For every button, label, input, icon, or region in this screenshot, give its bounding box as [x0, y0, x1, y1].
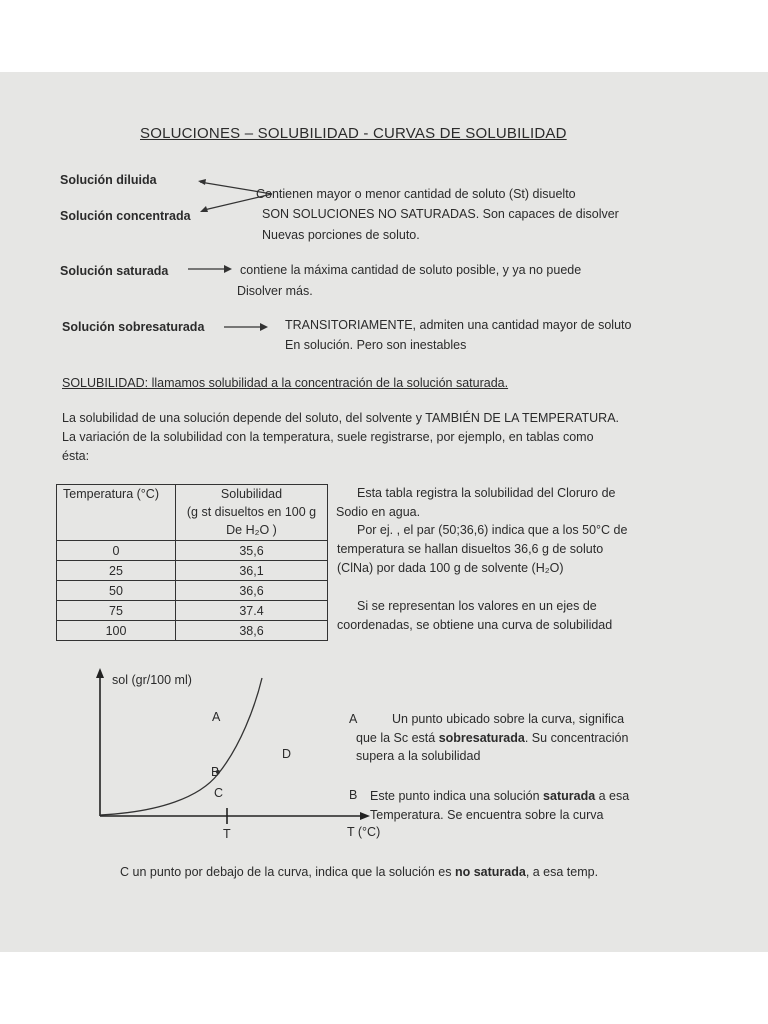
- page-title: SOLUCIONES – SOLUBILIDAD - CURVAS DE SOLUBILIDAD: [140, 125, 567, 142]
- sobresaturada-desc-1: TRANSITORIAMENTE, admiten una cantidad mayor de soluto: [285, 318, 632, 332]
- point-a-label: A: [212, 710, 221, 724]
- intro-line-2: La variación de la solubilidad con la temperatura, suele registrarse, por ejemplo, en tablas como: [62, 430, 594, 444]
- term-sobresaturada: Solución sobresaturada: [62, 320, 205, 334]
- note-line-5: (ClNa) por dada 100 g de solvente (H₂O): [337, 561, 564, 575]
- cell-temp: 50: [57, 581, 176, 601]
- note-line-4: temperatura se hallan disueltos 36,6 g de soluto: [337, 542, 604, 556]
- explanation-c-text: C un punto por debajo de la curva, indica que la solución es: [120, 865, 455, 879]
- point-b-label: B: [211, 765, 220, 779]
- table-row: [57, 581, 328, 601]
- table-row: [57, 621, 328, 641]
- t-tick-label: T: [223, 827, 231, 841]
- y-axis-label: sol (gr/100 ml): [112, 673, 192, 687]
- table-row: [57, 601, 328, 621]
- solubilidad-definition: SOLUBILIDAD: llamamos solubilidad a la concentración de la solución saturada.: [62, 376, 509, 390]
- term-saturada-bold: saturada: [543, 789, 596, 803]
- sobresaturada-desc-2: En solución. Pero son inestables: [285, 338, 467, 352]
- header-sol-line-2: (g st disueltos en 100 g: [186, 505, 317, 519]
- explanation-b-line-1: [370, 788, 629, 804]
- explanation-a-text-end: . Su concentración: [524, 731, 629, 745]
- cell-sol: 37.4: [176, 601, 328, 621]
- cell-sol: 38,6: [176, 621, 328, 641]
- explanation-b-text-end: a esa: [595, 789, 630, 803]
- intro-line-1: La solubilidad de una solución depende del soluto, del solvente y TAMBIÉN DE LA TEMPERATURA.: [62, 411, 620, 425]
- desc-line-1: Contienen mayor o menor cantidad de soluto (St) disuelto: [256, 187, 576, 201]
- term-diluida: Solución diluida: [60, 173, 157, 187]
- explanation-c-text-end: , a esa temp.: [525, 865, 599, 879]
- table-row: [57, 541, 328, 561]
- header-sol-line-3: De H₂O ): [226, 523, 277, 537]
- desc-line-3: Nuevas porciones de soluto.: [262, 228, 420, 242]
- cell-temp: 75: [57, 601, 176, 621]
- header-solubility: [176, 485, 328, 541]
- note-line-3: Por ej. , el par (50;36,6) indica que a los 50°C de: [357, 523, 628, 537]
- arrow-saturada: [186, 262, 236, 276]
- cell-sol: 36,1: [176, 561, 328, 581]
- note-line-7: coordenadas, se obtiene una curva de solubilidad: [337, 618, 613, 632]
- table-header-row: [57, 485, 328, 541]
- note-line-6: Si se representan los valores en un ejes de: [357, 599, 597, 613]
- saturada-desc-1: contiene la máxima cantidad de soluto posible, y ya no puede: [240, 263, 582, 277]
- explanation-a-line-1: Un punto ubicado sobre la curva, significa: [392, 712, 625, 726]
- explanation-b-letter: B: [349, 788, 358, 802]
- explanation-b-text: Este punto indica una solución: [370, 789, 544, 803]
- solubility-curve: [100, 678, 262, 815]
- solubility-graph: [90, 662, 380, 852]
- arrow-sobresaturada: [222, 320, 272, 334]
- explanation-a-line-2: [356, 730, 628, 746]
- term-no-saturada-bold: no saturada: [454, 865, 526, 879]
- cell-sol: 36,6: [176, 581, 328, 601]
- saturada-desc-2: Disolver más.: [237, 284, 313, 298]
- explanation-a-letter: A: [349, 712, 358, 726]
- header-temperature: Temperatura (°C): [57, 485, 176, 541]
- point-c-label: C: [214, 786, 224, 800]
- term-saturada: Solución saturada: [60, 264, 169, 278]
- solubility-table: [56, 484, 328, 641]
- cell-temp: 0: [57, 541, 176, 561]
- explanation-a-line-3: supera a la solubilidad: [356, 749, 481, 763]
- y-axis-arrow-icon: [96, 668, 104, 678]
- header-sol-line-1: Solubilidad: [220, 487, 283, 501]
- cell-temp: 25: [57, 561, 176, 581]
- x-axis-label: T (°C): [347, 825, 381, 839]
- term-concentrada: Solución concentrada: [60, 209, 191, 223]
- explanation-a-text: que la Sc está: [356, 731, 439, 745]
- table-row: [57, 561, 328, 581]
- cell-temp: 100: [57, 621, 176, 641]
- note-line-2: Sodio en agua.: [336, 505, 421, 519]
- region-d-label: D: [282, 747, 292, 761]
- explanation-c: [120, 864, 598, 880]
- intro-line-3: ésta:: [62, 449, 90, 463]
- explanation-b-line-2: Temperatura. Se encuentra sobre la curva: [370, 808, 604, 822]
- x-axis-arrow-icon: [360, 812, 370, 820]
- desc-line-2: SON SOLUCIONES NO SATURADAS. Son capaces de disolver: [262, 207, 619, 221]
- cell-sol: 35,6: [176, 541, 328, 561]
- note-line-1: Esta tabla registra la solubilidad del Cloruro de: [357, 486, 616, 500]
- term-sobresaturada-bold: sobresaturada: [438, 731, 525, 745]
